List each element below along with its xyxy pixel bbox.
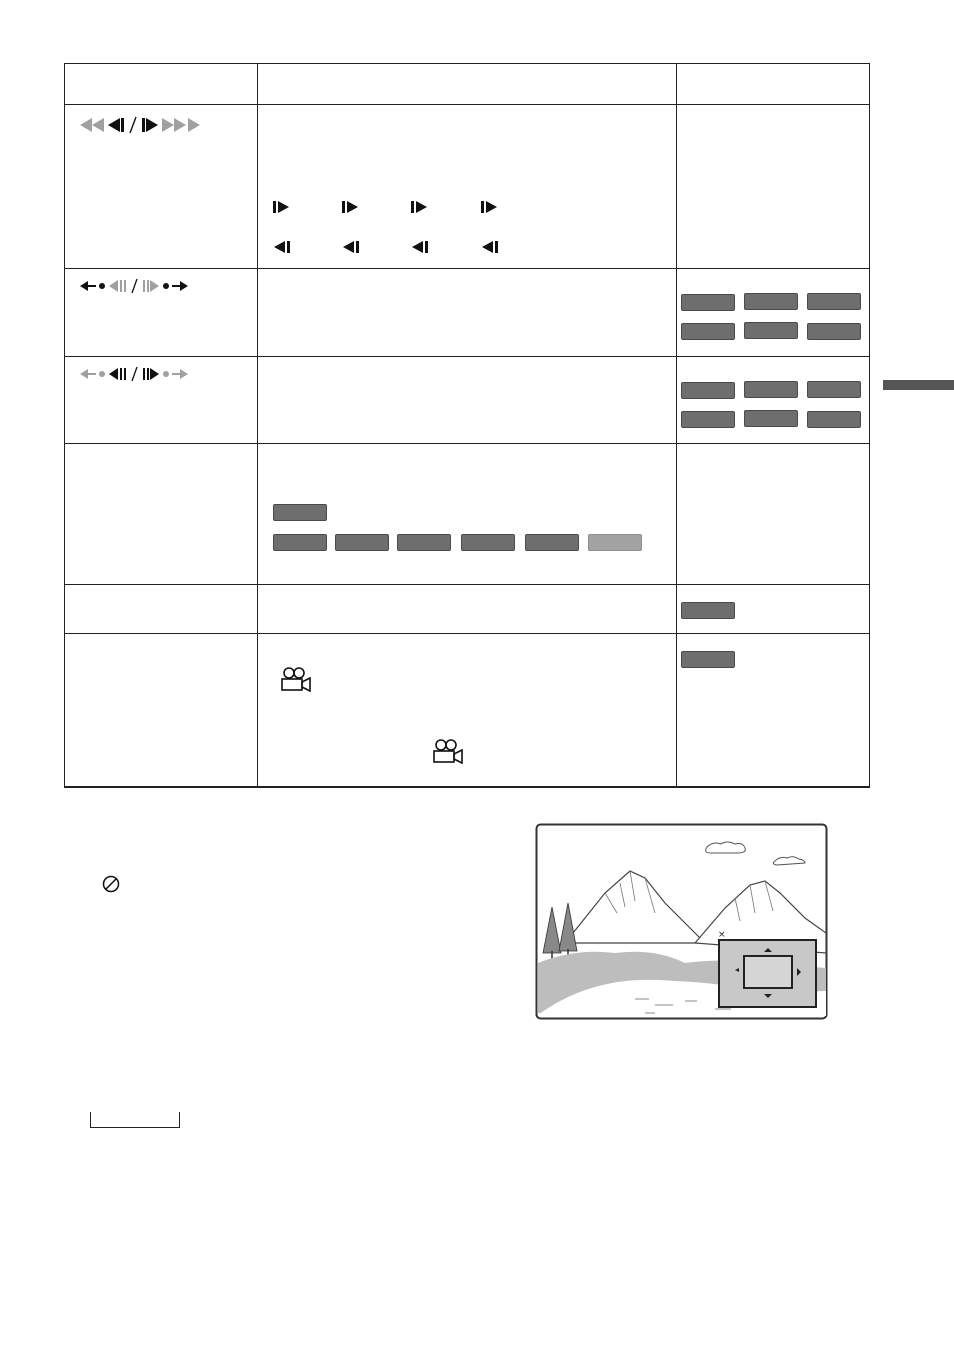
row-divider [64, 268, 870, 269]
row-divider [64, 443, 870, 444]
row-divider [64, 356, 870, 357]
disc-badge [807, 411, 861, 428]
disc-badge [681, 602, 735, 619]
footnote-box [90, 1112, 180, 1128]
disc-badge [681, 294, 735, 311]
row-divider [64, 633, 870, 634]
svg-text:×: × [718, 930, 726, 940]
disc-badge [335, 534, 389, 551]
disc-badge [681, 411, 735, 428]
disc-badge [681, 651, 735, 668]
disc-badge [744, 322, 798, 339]
disc-badge [525, 534, 579, 551]
camera-angle-icon [280, 666, 312, 692]
slow-motion-icon [80, 278, 200, 294]
disc-badge [397, 534, 451, 551]
camera-angle-icon [432, 738, 464, 764]
disc-badge [744, 381, 798, 398]
disc-badge [807, 381, 861, 398]
step-forward-icon [273, 200, 513, 214]
disc-badge [461, 534, 515, 551]
scan-rewind-forward-icon [80, 116, 210, 134]
disc-badge [273, 534, 327, 551]
disc-badge [273, 504, 327, 521]
zoom-landscape-illustration [535, 823, 828, 1020]
section-tab-marker [883, 380, 954, 390]
row-divider [64, 584, 870, 585]
disc-badge [681, 323, 735, 340]
frame-step-icon [80, 366, 200, 382]
step-reverse-icon [274, 240, 514, 254]
table-header-divider [64, 104, 870, 105]
column-divider [257, 63, 258, 787]
disc-badge-light [588, 534, 642, 551]
disc-badge [681, 382, 735, 399]
disc-badge [744, 410, 798, 427]
disc-badge [744, 293, 798, 310]
disc-badge [807, 293, 861, 310]
disc-badge [807, 323, 861, 340]
column-divider [676, 63, 677, 787]
prohibit-icon [101, 874, 121, 894]
